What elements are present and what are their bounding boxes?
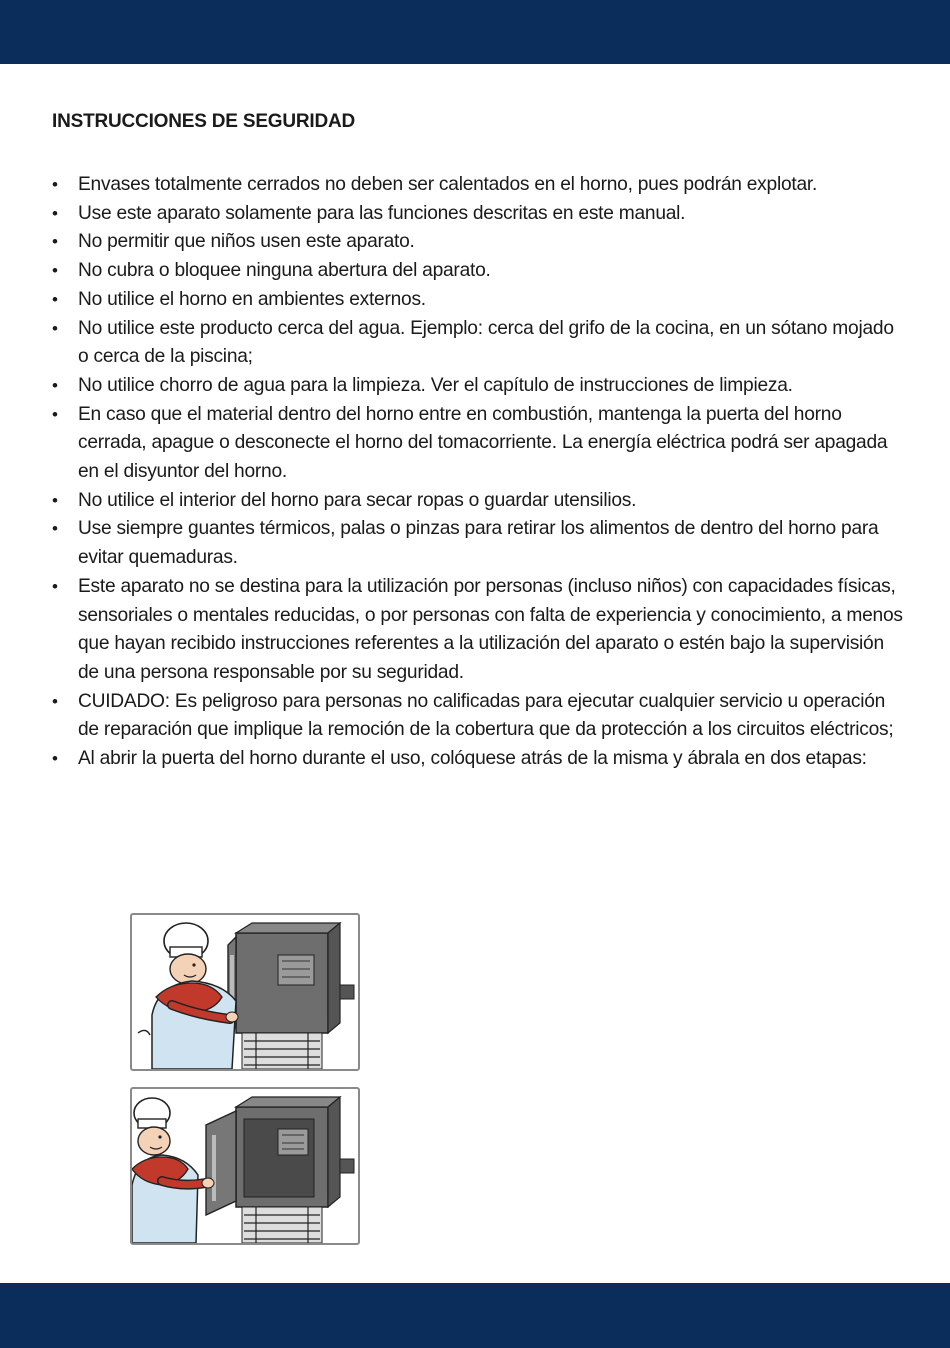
oven-step-1-figure <box>130 913 360 1071</box>
chef-opening-oven-step-1-icon <box>132 915 358 1069</box>
list-item: • No utilice este producto cerca del agua. Ejemplo: cerca del grifo de la cocina, en un sótano mojado o cerca de la piscina; <box>52 315 904 372</box>
safety-list <box>52 171 904 774</box>
list-item: • No utilice el interior del horno para secar ropas o guardar utensilios. <box>52 487 904 516</box>
list-item: • Envases totalmente cerrados no deben ser calentados en el horno, pues podrán explotar. <box>52 171 904 200</box>
list-item: • Use este aparato solamente para las funciones descritas en este manual. <box>52 200 904 229</box>
list-item: • No permitir que niños usen este aparato. <box>52 228 904 257</box>
page-title: INSTRUCCIONES DE SEGURIDAD <box>52 111 356 132</box>
list-item: • CUIDADO: Es peligroso para personas no calificadas para ejecutar cualquier servicio u operación de reparación que implique la remoción de la cobertura que da protección a los circuitos eléctricos; <box>52 688 904 745</box>
list-item: • En caso que el material dentro del horno entre en combustión, mantenga la puerta del horno cerrada, apague o desconecte el horno del tomacorriente. La energía eléctrica podrá ser apagada en el disyuntor del horno. <box>52 401 904 487</box>
list-item: • Use siempre guantes térmicos, palas o pinzas para retirar los alimentos de dentro del horno para evitar quemaduras. <box>52 515 904 572</box>
list-item: • No utilice el horno en ambientes externos. <box>52 286 904 315</box>
list-item: • No utilice chorro de agua para la limpieza. Ver el capítulo de instrucciones de limpieza. <box>52 372 904 401</box>
list-item: • Al abrir la puerta del horno durante el uso, colóquese atrás de la misma y ábrala en dos etapas: <box>52 745 904 774</box>
list-item: • Este aparato no se destina para la utilización por personas (incluso niños) con capacidades físicas, sensoriales o mentales reducidas, o por personas con falta de experiencia y conocimiento, a menos que hayan recibido instrucciones referentes a la utilización del aparato o estén bajo la supervisión de una persona responsable por su seguridad. <box>52 573 904 688</box>
list-item: • No cubra o bloquee ninguna abertura del aparato. <box>52 257 904 286</box>
header-band <box>0 0 950 64</box>
footer-band <box>0 1283 950 1348</box>
oven-step-2-figure <box>130 1087 360 1245</box>
chef-opening-oven-step-2-icon <box>132 1089 358 1243</box>
